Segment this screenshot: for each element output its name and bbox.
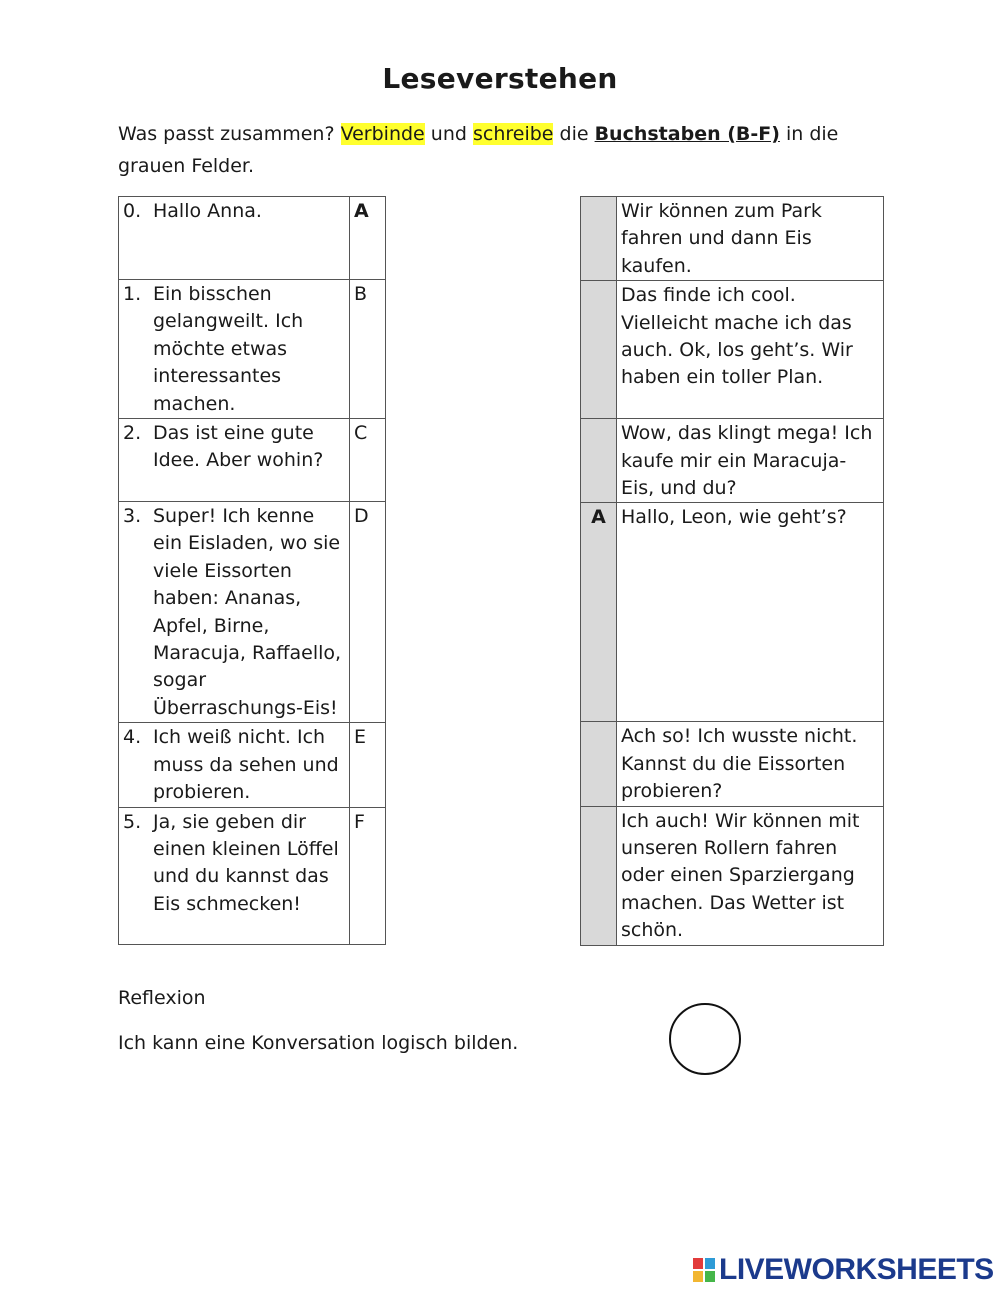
- instruction-part2: und: [424, 123, 473, 145]
- answer-field[interactable]: [581, 197, 617, 281]
- logo-icon: [692, 1257, 716, 1283]
- answer-field[interactable]: [581, 281, 617, 419]
- table-row: [581, 281, 884, 419]
- letter-cell: B: [350, 280, 386, 419]
- row-number: 0.: [123, 200, 142, 222]
- right-text-cell: Das finde ich cool. Vielleicht mache ich das auch. Ok, los geht’s. Wir haben ein toller Plan.: [617, 281, 884, 419]
- row-number: 1.: [123, 283, 142, 305]
- answer-field[interactable]: [581, 806, 617, 945]
- highlight-schreibe: schreibe: [472, 123, 554, 145]
- table-row: [581, 806, 884, 945]
- letter-cell: C: [350, 419, 386, 502]
- row-text: Ja, sie geben dir einen kleinen Löffel und du kannst das Eis schmecken!: [153, 810, 339, 915]
- left-text-cell: [119, 807, 350, 944]
- answer-field[interactable]: [581, 419, 617, 503]
- right-text-cell: Wir können zum Park fahren und dann Eis kaufen.: [617, 197, 884, 281]
- row-text: Ein bisschen gelangweilt. Ich möchte etwas interessantes machen.: [153, 283, 304, 415]
- row-text: Ich weiß nicht. Ich muss da sehen und probieren.: [153, 726, 339, 804]
- logo-square-blue: [704, 1257, 716, 1270]
- instruction-part4: in die grauen Felder.: [118, 123, 839, 177]
- left-text-cell: [119, 723, 350, 807]
- table-row: [581, 503, 884, 722]
- reflexion-statement: Ich kann eine Konversation logisch bilden.: [118, 1032, 519, 1054]
- left-text-cell: [119, 197, 350, 280]
- table-row: [581, 197, 884, 281]
- logo-square-green: [704, 1270, 716, 1283]
- letter-cell: A: [350, 197, 386, 280]
- left-text-cell: [119, 419, 350, 502]
- letter-cell: E: [350, 723, 386, 807]
- left-text-cell: [119, 502, 350, 723]
- table-row: [119, 197, 386, 280]
- logo-square-red: [692, 1257, 704, 1270]
- reflexion-heading: Reflexion: [118, 987, 206, 1009]
- table-row: [119, 280, 386, 419]
- row-number: 5.: [123, 810, 142, 833]
- table-row: [581, 419, 884, 503]
- instruction-buchstaben: Buchstaben (B-F): [594, 123, 780, 145]
- letter-cell: D: [350, 502, 386, 723]
- row-text: Super! Ich kenne ein Eisladen, wo sie viele Eissorten haben: Ananas, Apfel, Birne, Maracuja, Raffaello, sogar Überraschungs-Eis!: [153, 505, 342, 719]
- right-text-cell: Wow, das klingt mega! Ich kaufe mir ein Maracuja-Eis, und du?: [617, 419, 884, 503]
- answer-field[interactable]: [581, 722, 617, 806]
- row-number: 2.: [123, 422, 142, 445]
- right-text-cell: Ich auch! Wir können mit unseren Rollern fahren oder einen Sparziergang machen. Das Wetter ist schön.: [617, 806, 884, 945]
- right-text-cell: Ach so! Ich wusste nicht. Kannst du die Eissorten probieren?: [617, 722, 884, 806]
- table-row: [581, 722, 884, 806]
- instruction-part3: die: [553, 123, 595, 145]
- liveworksheets-logo: [692, 1253, 994, 1287]
- self-assessment-circle[interactable]: [669, 1003, 741, 1075]
- left-dialogue-table: [118, 196, 386, 945]
- right-dialogue-table: [580, 196, 884, 946]
- instruction-part1: Was passt zusammen?: [118, 123, 341, 145]
- table-row: [119, 723, 386, 807]
- right-text-cell: Hallo, Leon, wie geht’s?: [617, 503, 884, 722]
- logo-text: LIVEWORKSHEETS: [719, 1253, 994, 1286]
- answer-field: A: [581, 503, 617, 722]
- row-number: 4.: [123, 726, 142, 749]
- logo-square-yellow: [692, 1270, 704, 1283]
- row-number: 3.: [123, 505, 142, 528]
- table-row: [119, 807, 386, 944]
- table-row: [119, 502, 386, 723]
- left-text-cell: [119, 280, 350, 419]
- row-text: Das ist eine gute Idee. Aber wohin?: [153, 422, 324, 472]
- table-row: [119, 419, 386, 502]
- instruction-text: [118, 118, 888, 182]
- page-title: Leseverstehen: [382, 62, 618, 95]
- letter-cell: F: [350, 807, 386, 944]
- highlight-verbinde: Verbinde: [340, 123, 425, 145]
- row-text: Hallo Anna.: [153, 200, 262, 222]
